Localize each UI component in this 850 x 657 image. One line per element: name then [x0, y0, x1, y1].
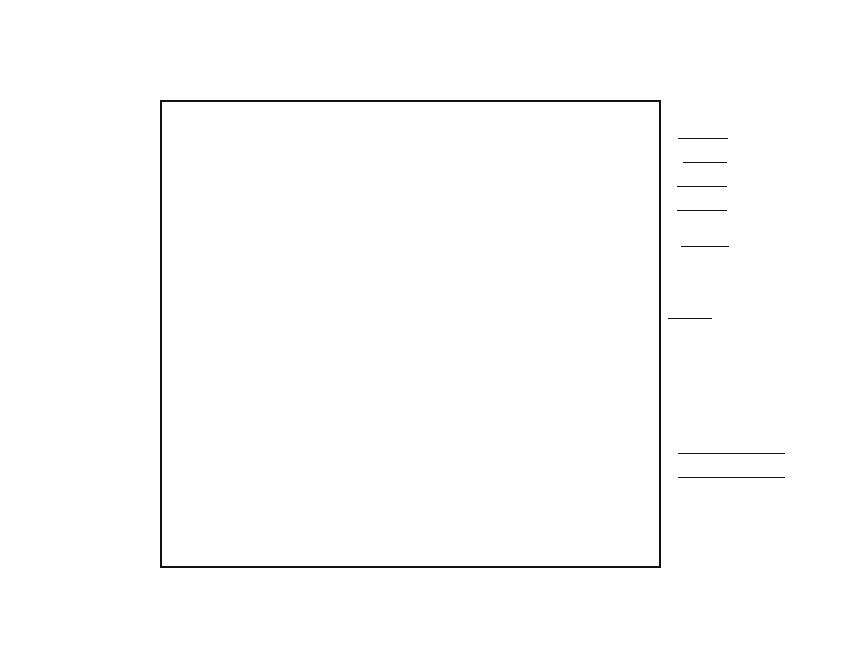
cost-per-square [668, 311, 712, 322]
prize-3rd-quarter-blank[interactable] [677, 186, 727, 187]
game-date-line[interactable] [678, 453, 785, 454]
cost-per-square-blank[interactable] [668, 318, 712, 319]
prize-final-score-blank[interactable] [677, 210, 727, 211]
prize-1st-quarter-blank[interactable] [678, 138, 728, 139]
game-time-line[interactable] [678, 477, 785, 478]
prize-halftime-blank[interactable] [683, 162, 727, 163]
squares-grid [160, 100, 661, 568]
prize-1st-quarter [678, 131, 728, 142]
prize-touching [681, 239, 729, 250]
prize-halftime [683, 155, 727, 166]
prize-3rd-quarter [677, 179, 727, 190]
prize-final-score [677, 203, 727, 214]
prize-touching-blank[interactable] [681, 246, 729, 247]
